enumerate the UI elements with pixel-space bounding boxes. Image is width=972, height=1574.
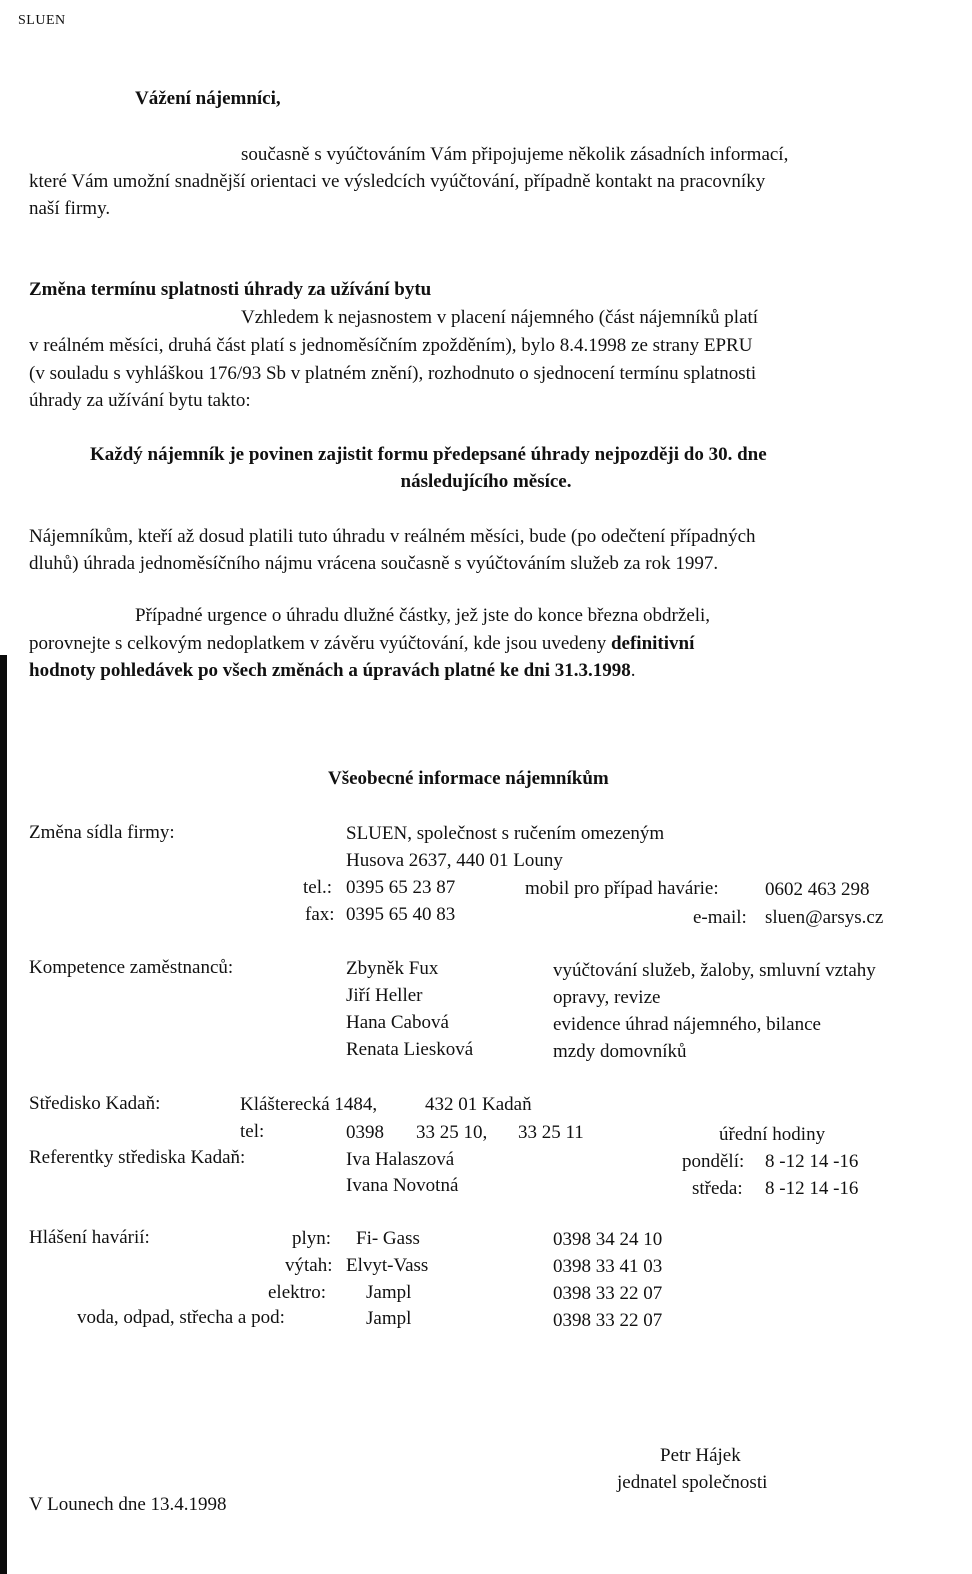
para2-line-2: dluhů) úhrada jednoměsíčního nájmu vrácena současně s vyúčtováním služeb za rok 1997. — [29, 553, 719, 574]
para3-line-2 — [29, 633, 694, 655]
para3-line-3-end: . — [630, 660, 636, 681]
seat-email: sluen@arsys.cz — [765, 907, 884, 928]
place-date: V Lounech dne 13.4.1998 — [29, 1494, 227, 1515]
intro-line-2: které Vám umožní snadnější orientaci ve výsledcích vyúčtování, případně kontakt na pracovníky — [29, 171, 766, 192]
staff-name: Renata Liesková — [346, 1039, 474, 1060]
intro-line-1: současně s vyúčtováním Vám připojujeme několik zásadních informací, — [241, 144, 789, 165]
seat-tel: 0395 65 23 87 — [346, 877, 456, 898]
emergency-phone: 0398 33 22 07 — [553, 1310, 663, 1331]
kadan-tel-2: 33 25 11 — [518, 1122, 584, 1143]
emergency-type: plyn: — [292, 1228, 332, 1249]
section-line-3: (v souladu s vyhláškou 176/93 Sb v platném znění), rozhodnuto o sjednocení termínu splatnosti — [29, 363, 757, 384]
staff-role: opravy, revize — [553, 987, 661, 1008]
emergency-company: Elvyt-Vass — [346, 1255, 429, 1276]
emergency-type: voda, odpad, střecha a pod: — [77, 1307, 285, 1328]
staff-role: mzdy domovníků — [553, 1041, 687, 1062]
section-heading: Změna termínu splatnosti úhrady za užívání bytu — [29, 279, 432, 300]
staff-label: Kompetence zaměstnanců: — [29, 957, 234, 978]
kadan-tel-prefix: 0398 — [346, 1122, 384, 1143]
para2-line-1: Nájemníkům, kteří až dosud platili tuto úhradu v reálném měsíci, bude (po odečtení případných — [29, 526, 756, 547]
staff-role: vyúčtování služeb, žaloby, smluvní vztahy — [553, 960, 876, 981]
section-line-4: úhrady za užívání bytu takto: — [29, 390, 251, 411]
seat-mobile-label: mobil pro případ havárie: — [525, 878, 719, 899]
kadan-tel-label: tel: — [240, 1121, 265, 1142]
emergency-company: Jampl — [366, 1282, 412, 1303]
hours-times: 8 -12 14 -16 — [765, 1178, 859, 1199]
para3-line-1: Případné urgence o úhradu dlužné částky, jež jste do konce března obdrželi, — [135, 605, 711, 626]
staff-name: Jiří Heller — [346, 985, 423, 1006]
seat-company: SLUEN, společnost s ručením omezeným — [346, 823, 665, 844]
seat-email-label: e-mail: — [693, 907, 747, 928]
staff-name: Hana Cabová — [346, 1012, 449, 1033]
staff-name: Zbyněk Fux — [346, 958, 439, 979]
emergency-label: Hlášení havárií: — [29, 1227, 150, 1248]
para3-line-2-text: porovnejte s celkovým nedoplatkem v závěru vyúčtování, kde jsou uvedeny — [29, 633, 611, 654]
seat-mobile: 0602 463 298 — [765, 879, 870, 900]
emergency-phone: 0398 33 41 03 — [553, 1256, 663, 1277]
para3-line-2-bold: definitivní — [610, 633, 695, 654]
kadan-street: Klášterecká 1484, — [240, 1094, 378, 1115]
kadan-city: 432 01 Kadaň — [425, 1094, 532, 1115]
emergency-company: Jampl — [366, 1308, 412, 1329]
office-hours-heading: úřední hodiny — [719, 1124, 826, 1145]
hours-day: středa: — [692, 1178, 743, 1199]
kadan-ref-label: Referentky střediska Kadaň: — [29, 1147, 246, 1168]
kadan-tel-1: 33 25 10, — [416, 1122, 488, 1143]
emphasis-line-2: následujícího měsíce. — [400, 471, 572, 492]
salutation: Vážení nájemníci, — [135, 88, 281, 109]
para3-line-3 — [29, 660, 636, 682]
kadan-label: Středisko Kadaň: — [29, 1093, 161, 1114]
kadan-ref-1: Iva Halaszová — [346, 1149, 455, 1170]
seat-label: Změna sídla firmy: — [29, 822, 175, 843]
hours-day: pondělí: — [682, 1151, 745, 1172]
section-line-1: Vzhledem k nejasnostem v placení nájemného (část nájemníků platí — [241, 307, 759, 328]
para3-line-3-bold: hodnoty pohledávek po všech změnách a úpravách platné ke dni 31.3.1998 — [29, 660, 631, 681]
emergency-phone: 0398 33 22 07 — [553, 1283, 663, 1304]
emergency-company: Fi- Gass — [356, 1228, 420, 1249]
intro-line-3: naší firmy. — [29, 198, 111, 219]
emergency-phone: 0398 34 24 10 — [553, 1229, 663, 1250]
emergency-type: elektro: — [268, 1282, 327, 1303]
kadan-ref-2: Ivana Novotná — [346, 1175, 459, 1196]
scan-edge-shadow — [0, 655, 7, 1574]
seat-tel-label: tel.: — [303, 877, 333, 898]
signature-title: jednatel společnosti — [617, 1472, 768, 1493]
section-line-2: v reálném měsíci, druhá část platí s jednoměsíčním zpožděním), bylo 8.4.1998 ze strany EPRU — [29, 335, 753, 356]
signature-name: Petr Hájek — [660, 1445, 741, 1466]
emphasis-line-1: Každý nájemník je povinen zajistit formu předepsané úhrady nejpozději do 30. dne — [90, 444, 767, 465]
seat-fax: 0395 65 40 83 — [346, 904, 456, 925]
general-heading: Všeobecné informace nájemníkům — [328, 768, 609, 789]
letterhead: SLUEN — [18, 13, 66, 28]
emergency-type: výtah: — [285, 1255, 333, 1276]
seat-fax-label: fax: — [305, 904, 335, 925]
staff-role: evidence úhrad nájemného, bilance — [553, 1014, 821, 1035]
seat-address: Husova 2637, 440 01 Louny — [346, 850, 563, 871]
hours-times: 8 -12 14 -16 — [765, 1151, 859, 1172]
